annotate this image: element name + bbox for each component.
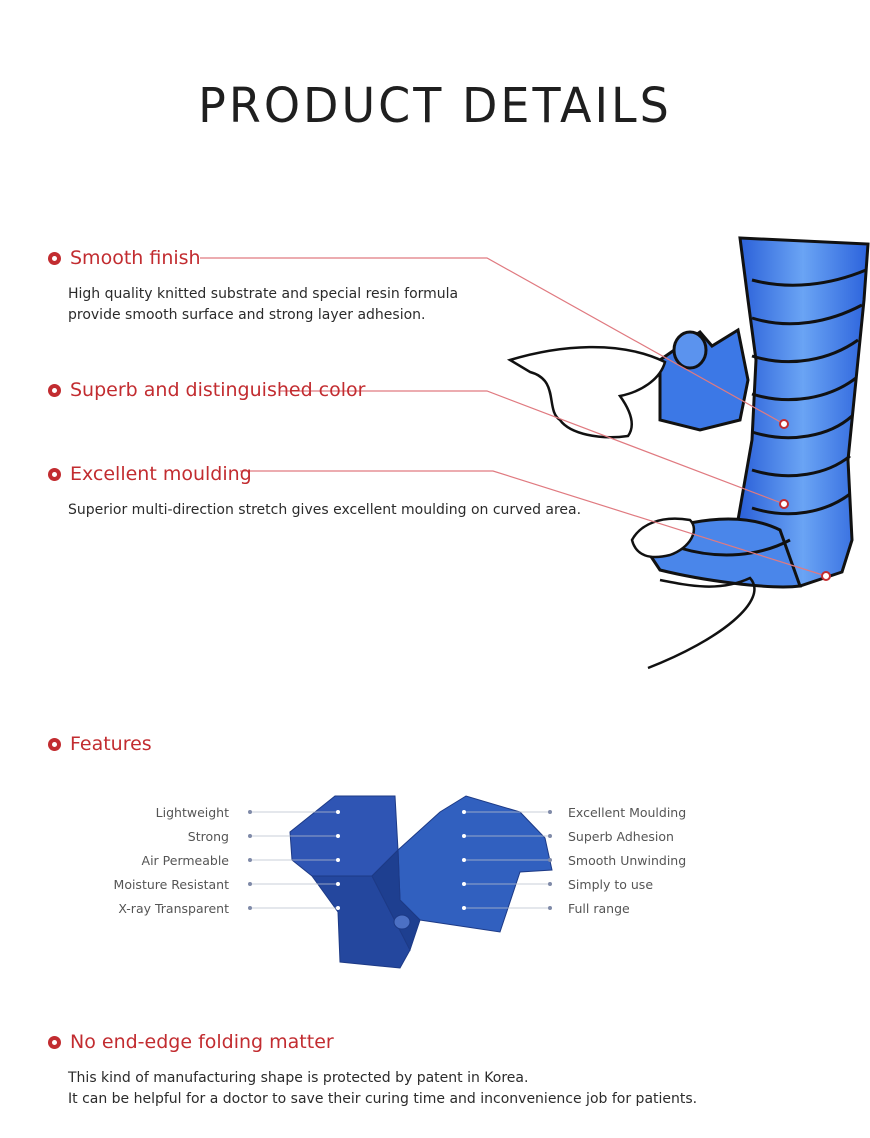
folding-desc-line: This kind of manufacturing shape is protected by patent in Korea. (68, 1070, 529, 1086)
detail-desc-smooth-finish (68, 284, 458, 326)
detail-title-superb-color (48, 379, 365, 401)
detail-title-text: Smooth finish (70, 247, 201, 269)
feature-right-5: Full range (568, 901, 630, 916)
detail-title-excellent-moulding (48, 463, 252, 485)
pointer-dot-smooth (780, 420, 788, 428)
feature-right-3: Smooth Unwinding (568, 853, 687, 868)
detail-title-text: Superb and distinguished color (70, 379, 366, 401)
detail-title-smooth-finish (48, 247, 201, 269)
feature-left-5: X-ray Transparent (118, 901, 229, 916)
bullet-icon (48, 468, 61, 481)
feature-right-4: Simply to use (568, 877, 654, 892)
pointer-dot-color (780, 500, 788, 508)
detail-desc-line: High quality knitted substrate and special resin formula (68, 286, 459, 302)
bullet-icon (48, 738, 61, 751)
features-title (48, 733, 152, 755)
feature-left-3: Air Permeable (141, 853, 229, 868)
detail-title-text: Excellent moulding (70, 463, 252, 485)
features-title-text: Features (70, 733, 152, 755)
feature-left-1: Lightweight (155, 805, 229, 820)
pointer-dot-moulding (822, 572, 830, 580)
folding-desc-line: It can be helpful for a doctor to save their curing time and inconvenience job for patients. (68, 1091, 698, 1107)
feature-right-1: Excellent Moulding (568, 805, 687, 820)
detail-desc-line: Superior multi-direction stretch gives excellent moulding on curved area. (68, 502, 582, 518)
page-title: PRODUCT DETAILS (198, 76, 672, 134)
feature-left-2: Strong (187, 829, 229, 844)
folding-desc (68, 1068, 697, 1110)
folding-title (48, 1031, 334, 1053)
detail-desc-line: provide smooth surface and strong layer adhesion. (68, 307, 426, 323)
feature-right-2: Superb Adhesion (568, 829, 674, 844)
feature-left-4: Moisture Resistant (113, 877, 229, 892)
bullet-icon (48, 252, 61, 265)
detail-desc-excellent-moulding (68, 500, 581, 521)
bullet-icon (48, 1036, 61, 1049)
folding-title-text: No end-edge folding matter (70, 1031, 334, 1053)
bullet-icon (48, 384, 61, 397)
